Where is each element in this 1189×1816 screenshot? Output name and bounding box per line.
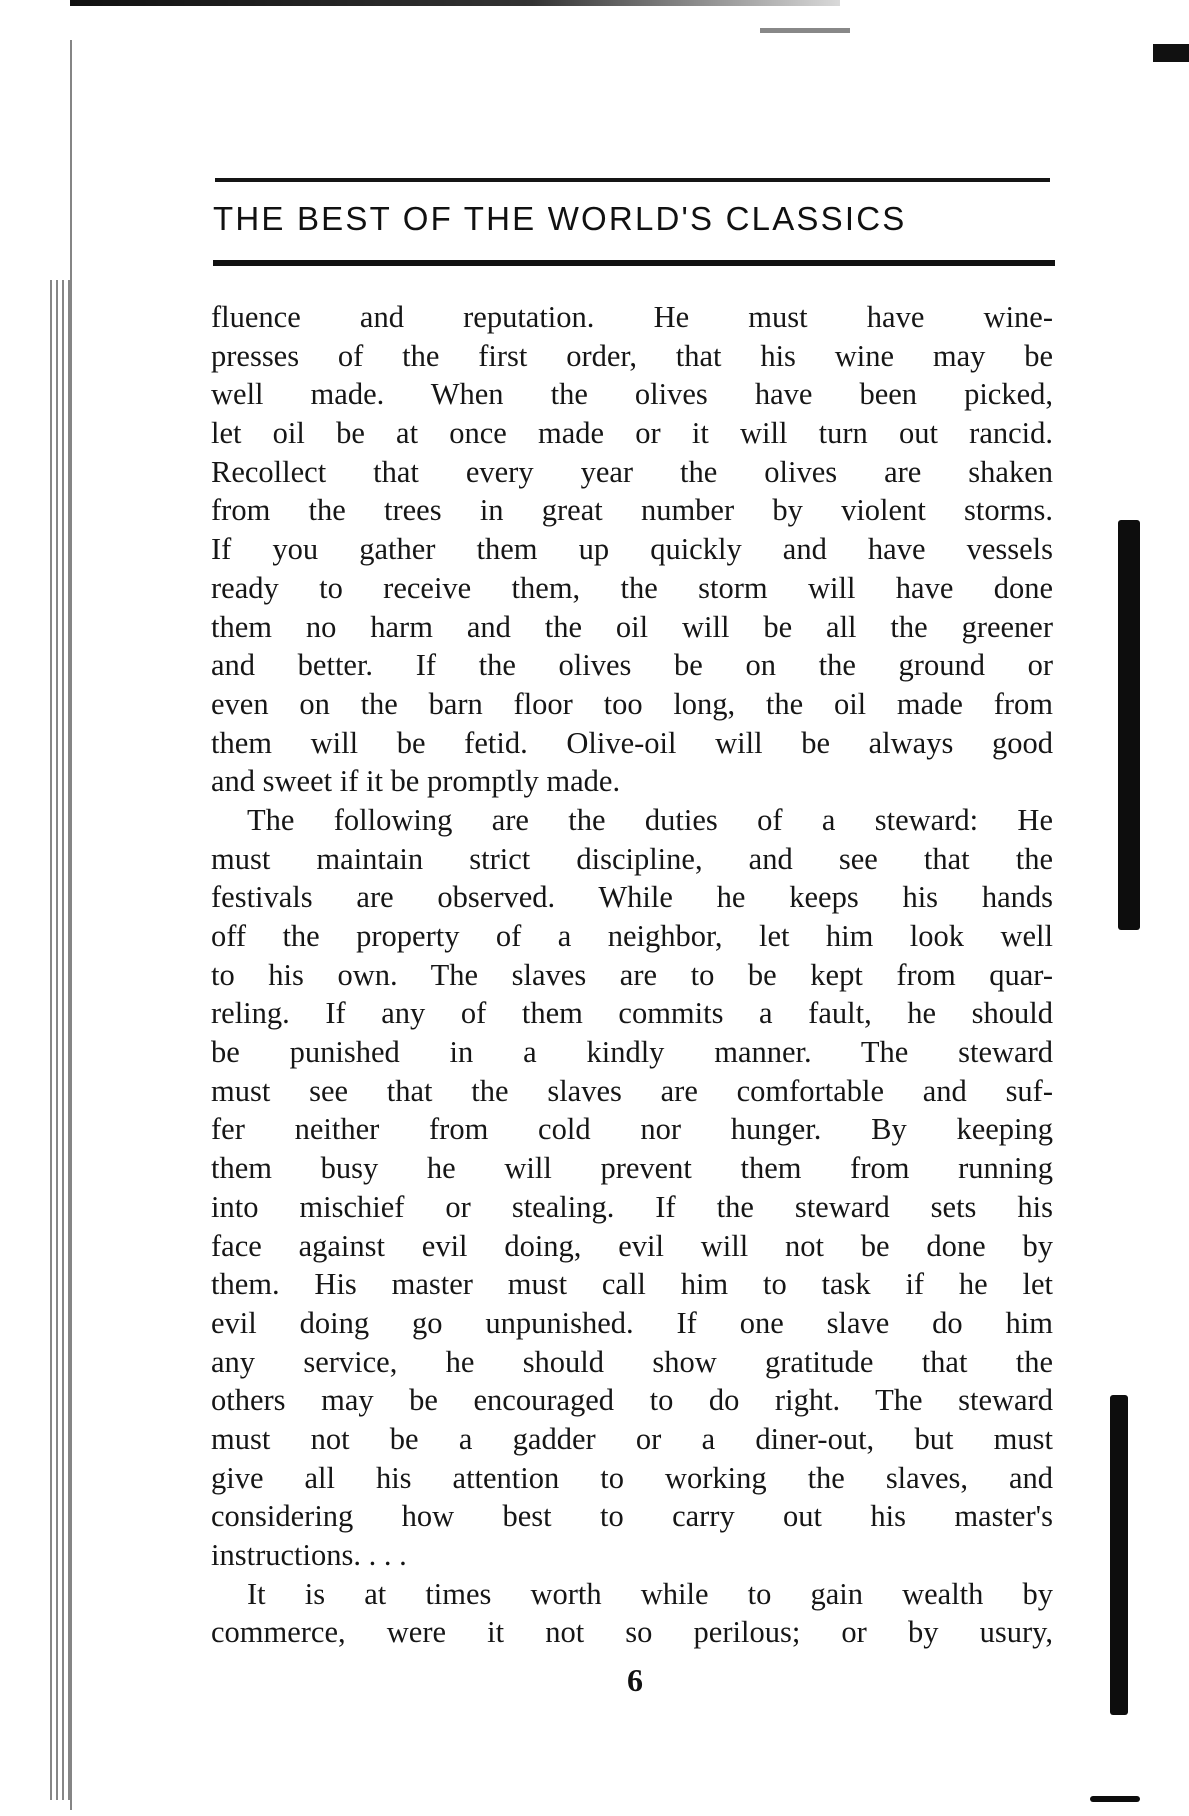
text-line: must see that the slaves are comfortable and suf- <box>211 1073 1053 1108</box>
text-line: to his own. The slaves are to be kept from quar- <box>211 957 1053 992</box>
text-line: well made. When the olives have been picked, <box>211 377 1053 412</box>
text-line: off the property of a neighbor, let him look well <box>211 919 1053 953</box>
text-line: them no harm and the oil will be all the greener <box>211 609 1053 644</box>
header-rule-bottom <box>213 260 1055 266</box>
text-line: must maintain strict discipline, and see that the <box>211 841 1053 876</box>
text-line: must not be a gadder or a diner-out, but must <box>211 1421 1053 1456</box>
scan-mark <box>760 28 850 33</box>
text-line: give all his attention to working the slaves, and <box>211 1460 1053 1495</box>
scan-bleed-mark-bottom <box>1090 1796 1140 1802</box>
text-line: instructions. . . . <box>211 1538 407 1572</box>
text-line: face against evil doing, evil will not be done by <box>211 1228 1053 1263</box>
text-line: presses of the first order, that his wine may be <box>211 338 1053 373</box>
page-number: 6 <box>627 1662 643 1698</box>
header-rule-top <box>215 178 1050 182</box>
text-line: them busy he will prevent them from running <box>211 1151 1053 1186</box>
scan-corner-mark <box>1153 44 1189 62</box>
text-line: any service, he should show gratitude that the <box>211 1344 1053 1379</box>
text-line: It is at times worth while to gain wealth by <box>247 1576 1053 1611</box>
text-line: ready to receive them, the storm will have done <box>211 570 1053 605</box>
text-line: and better. If the olives be on the ground or <box>211 648 1053 683</box>
text-line: let oil be at once made or it will turn out rancid. <box>211 416 1053 451</box>
text-line: The following are the duties of a steward: He <box>247 802 1053 837</box>
text-line: fer neither from cold nor hunger. By keeping <box>211 1112 1053 1147</box>
text-line: evil doing go unpunished. If one slave do him <box>211 1305 1053 1340</box>
text-line: them will be fetid. Olive-oil will be always good <box>211 725 1053 760</box>
text-line: reling. If any of them commits a fault, he should <box>211 996 1053 1031</box>
text-line: from the trees in great number by violent storms. <box>211 493 1053 528</box>
text-line: commerce, were it not so perilous; or by usury, <box>211 1615 1053 1650</box>
text-line: Recollect that every year the olives are shaken <box>211 454 1053 489</box>
binding-lines <box>48 280 78 1800</box>
body-text <box>211 298 1053 1652</box>
scan-bleed-bar-upper <box>1118 520 1140 930</box>
text-line: If you gather them up quickly and have vessels <box>211 532 1053 567</box>
text-line: and sweet if it be promptly made. <box>211 764 621 799</box>
text-line: considering how best to carry out his master's <box>211 1499 1053 1534</box>
text-line: them. His master must call him to task if he let <box>211 1267 1053 1302</box>
text-line: others may be encouraged to do right. The steward <box>211 1383 1053 1418</box>
text-line: even on the barn floor too long, the oil made from <box>211 686 1053 721</box>
text-line: fluence and reputation. He must have wine- <box>211 300 1053 334</box>
text-line: festivals are observed. While he keeps his hands <box>211 880 1053 915</box>
text-line: into mischief or stealing. If the steward sets his <box>211 1189 1053 1224</box>
scan-edge-top <box>70 0 840 6</box>
text-line: be punished in a kindly manner. The steward <box>211 1035 1053 1070</box>
running-head: THE BEST OF THE WORLD'S CLASSICS <box>213 200 907 237</box>
